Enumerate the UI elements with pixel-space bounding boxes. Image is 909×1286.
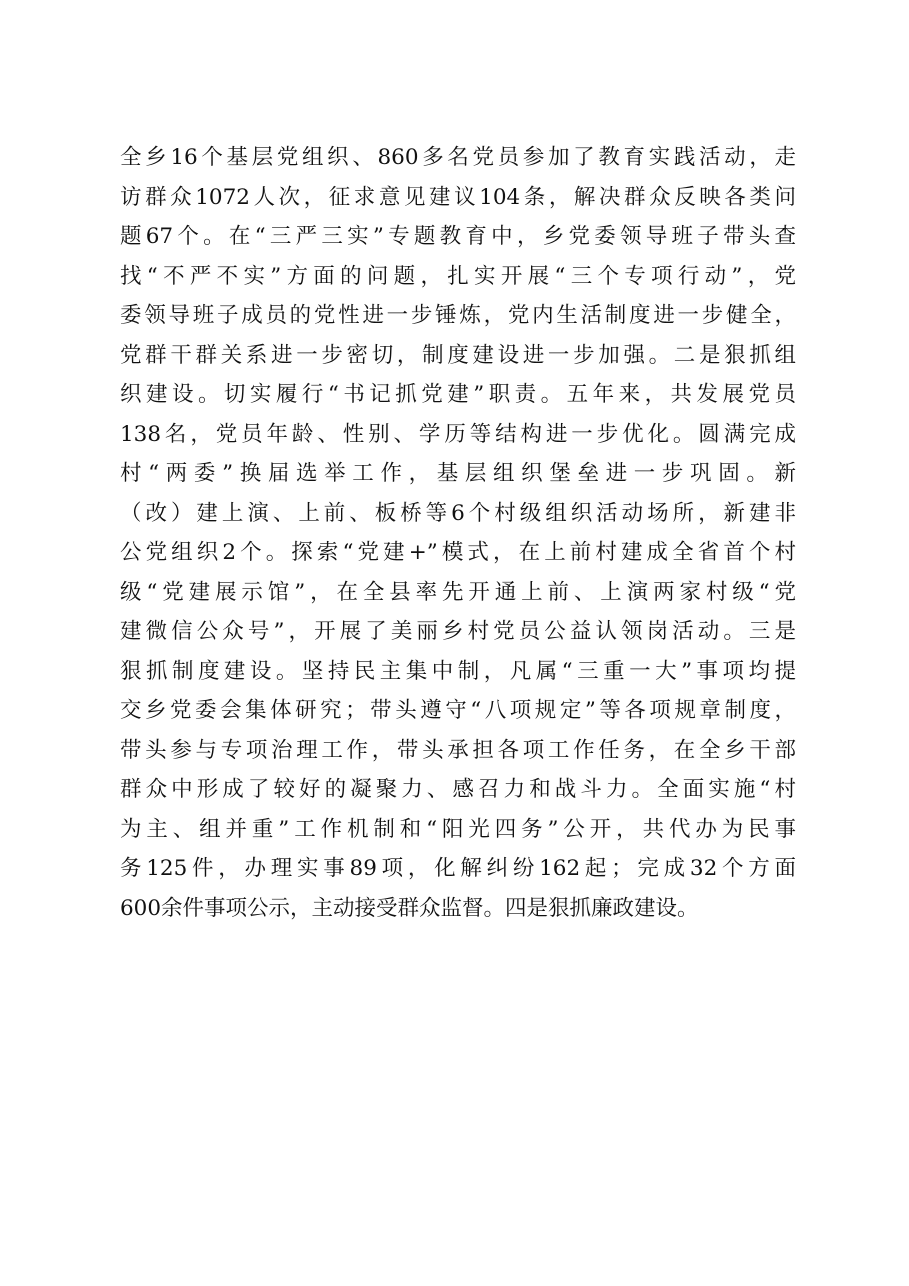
text-line: 为主、组并重”工作机制和“阳光四务”公开，共代办为民事 — [120, 816, 796, 842]
text-line: 访群众1072人次，征求意见建议104条，解决群众反映各类问 — [120, 184, 796, 210]
text-line: 级“党建展示馆”，在全县率先开通上前、上演两家村级“党 — [120, 579, 796, 605]
text-line: 村“两委”换届选举工作，基层组织堡垒进一步巩固。新 — [120, 461, 796, 486]
text-line: 138名，党员年龄、性别、学历等结构进一步优化。圆满完成 — [120, 421, 796, 447]
text-line: 带头参与专项治理工作，带头承担各项工作任务，在全乡干部 — [120, 737, 796, 763]
text-line: 织建设。切实履行“书记抓党建”职责。五年来，共发展党员 — [120, 382, 796, 407]
body-paragraph — [120, 138, 810, 928]
text-line: 务125件，办理实事89项，化解纠纷162起；完成32个方面 — [120, 856, 796, 881]
text-line: （改）建上演、上前、板桥等6个村级组织活动场所，新建非 — [120, 500, 796, 526]
text-line: 狠抓制度建设。坚持民主集中制，凡属“三重一大”事项均提 — [120, 658, 796, 684]
text-line: 党群干群关系进一步密切，制度建设进一步加强。二是狠抓组 — [120, 342, 796, 368]
text-line: 全乡16个基层党组织、860多名党员参加了教育实践活动，走 — [120, 145, 796, 170]
text-line: 群众中形成了较好的凝聚力、感召力和战斗力。全面实施“村 — [120, 777, 796, 802]
text-line: 600余件事项公示，主动接受群众监督。四是狠抓廉政建设。 — [120, 895, 699, 921]
text-line: 交乡党委会集体研究；带头遵守“八项规定”等各项规章制度， — [120, 698, 796, 723]
text-line: 建微信公众号”，开展了美丽乡村党员公益认领岗活动。三是 — [120, 619, 796, 644]
text-line: 找“不严不实”方面的问题，扎实开展“三个专项行动”，党 — [120, 263, 796, 289]
text-line: 委领导班子成员的党性进一步锤炼，党内生活制度进一步健全， — [120, 303, 796, 328]
text-line: 题67个。在“三严三实”专题教育中，乡党委领导班子带头查 — [120, 224, 796, 249]
text-line: 公党组织2个。探索“党建+”模式，在上前村建成全省首个村 — [120, 540, 796, 565]
